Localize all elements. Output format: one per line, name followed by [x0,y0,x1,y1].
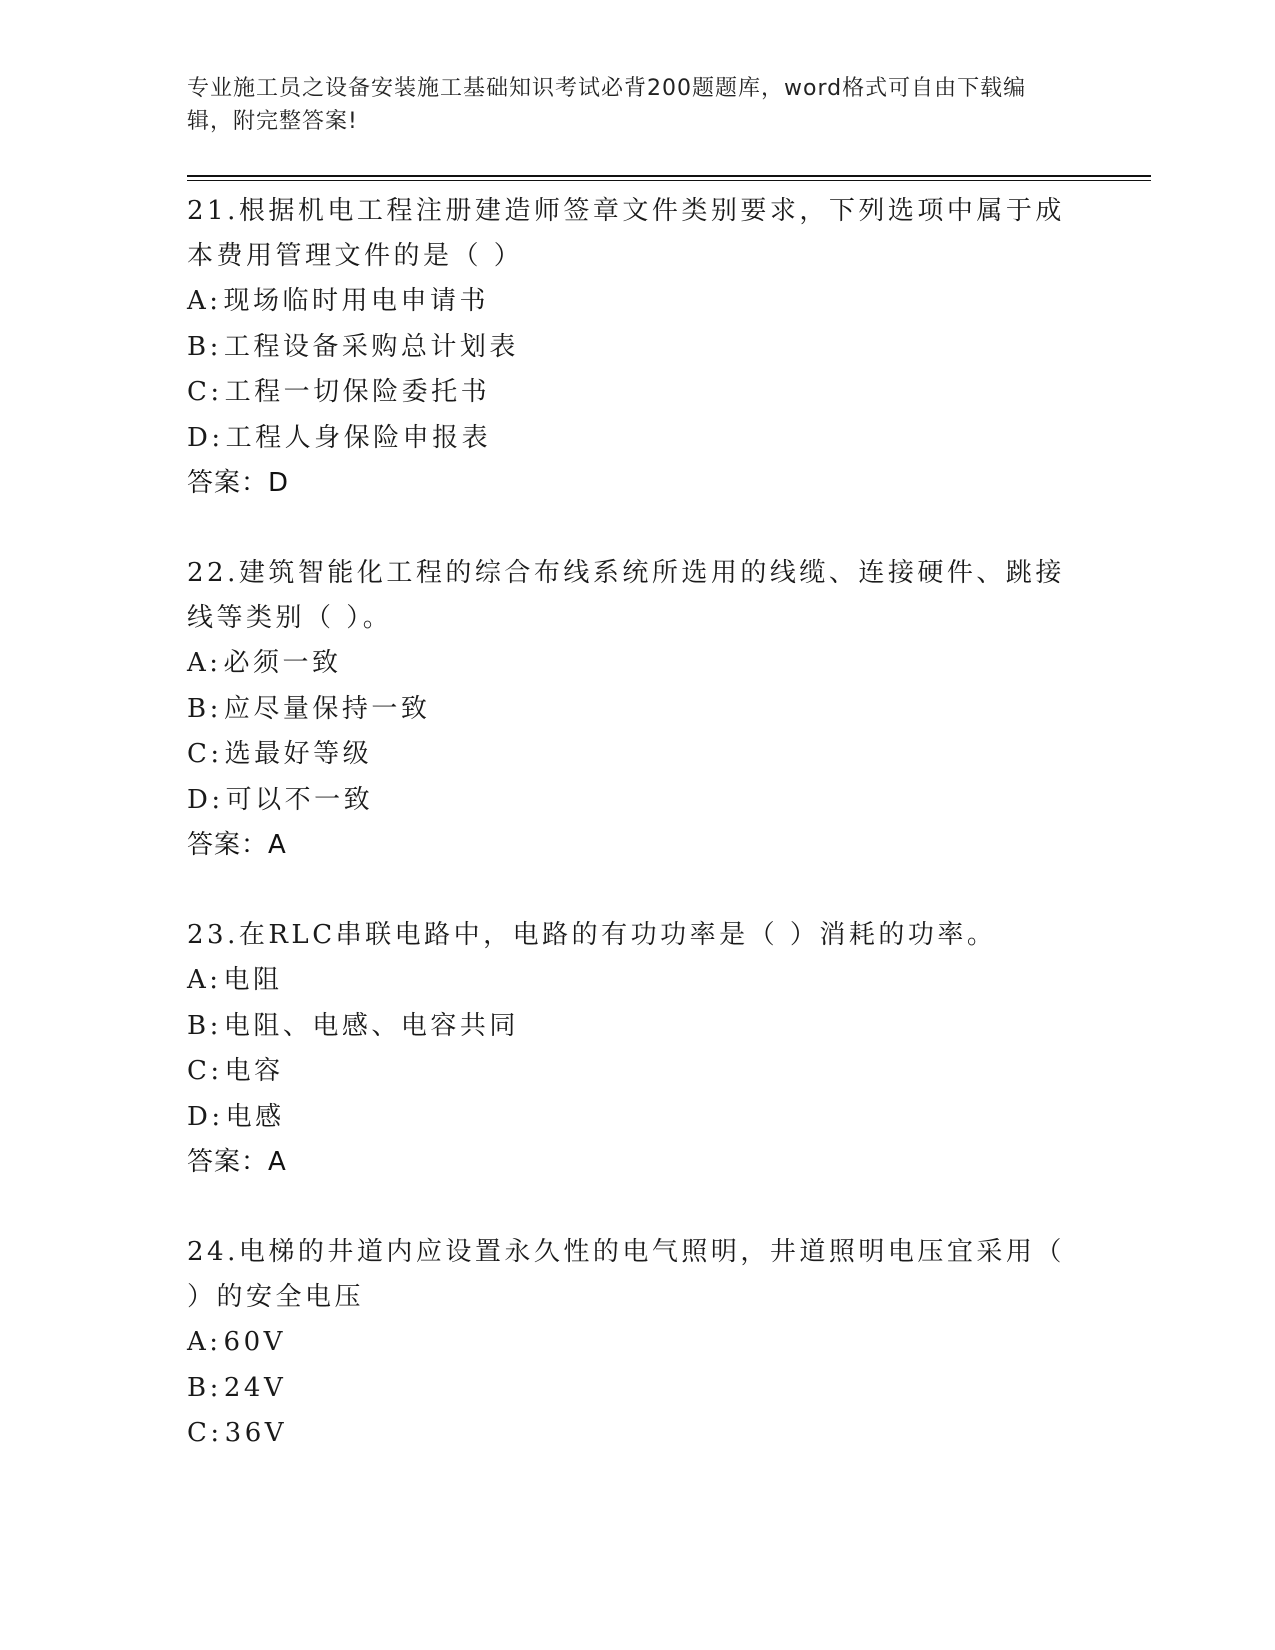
option-c [187,1049,1087,1095]
option-letter: A: [187,1327,222,1357]
answer-line: 答案：A [187,830,287,860]
option-letter: C: [187,739,223,769]
option-text: 36V [224,1418,288,1448]
option-a [187,958,1087,1004]
option-text: 工程人身保险申报表 [225,422,492,453]
question-23 [187,913,1087,1185]
option-text: 工程设备采购总计划表 [223,331,519,362]
option-b [187,325,1087,371]
answer-line: 答案：A [187,1147,287,1177]
option-text: 现场临时用电申请书 [223,286,490,316]
option-text: 工程一切保险委托书 [224,377,491,407]
option-letter: B: [187,331,222,362]
option-a [187,279,1087,325]
option-letter: A: [187,286,222,316]
option-text: 24V [223,1372,287,1403]
option-text: 应尽量保持一致 [223,693,431,724]
option-b [187,687,1087,733]
option-d [187,416,1087,462]
option-b [187,1004,1087,1050]
option-text: 电阻、电感、电容共同 [223,1010,519,1041]
option-text: 选最好等级 [224,739,373,769]
option-a [187,1320,1087,1366]
option-a [187,641,1087,687]
option-b [187,1366,1087,1412]
option-letter: A: [187,965,222,995]
option-text: 电容 [224,1056,284,1086]
option-text: 60V [223,1327,286,1357]
question-stem: 24.电梯的井道内应设置永久性的电气照明，井道照明电压宜采用（ ）的安全电压 [187,1237,1065,1312]
option-letter: D: [187,784,224,815]
question-list [187,189,1087,1502]
option-letter: D: [187,1101,224,1132]
option-letter: B: [187,1372,222,1403]
option-letter: B: [187,1010,222,1041]
document-header: 专业施工员之设备安装施工基础知识考试必背200题题库，word格式可自由下载编辑，附完整答案! [187,76,1027,134]
option-text: 必须一致 [223,648,342,678]
option-text: 可以不一致 [225,784,374,815]
option-c [187,1411,1087,1457]
option-c [187,732,1087,778]
question-24 [187,1230,1087,1457]
question-stem: 21.根据机电工程注册建造师签章文件类别要求，下列选项中属于成本费用管理文件的是（ ） [187,196,1065,271]
answer-line: 答案：D [187,468,290,498]
option-text: 电感 [225,1101,285,1132]
header-divider-thin [187,180,1151,181]
option-c [187,370,1087,416]
option-letter: D: [187,422,224,453]
option-letter: A: [187,648,222,678]
header-divider-thick [187,175,1151,177]
question-stem: 23.在RLC串联电路中，电路的有功功率是（ ）消耗的功率。 [187,920,997,950]
option-letter: C: [187,1056,223,1086]
option-letter: C: [187,377,223,407]
question-22 [187,551,1087,868]
question-21 [187,189,1087,506]
question-stem: 22.建筑智能化工程的综合布线系统所选用的线缆、连接硬件、跳接线等类别（ ）。 [187,558,1065,633]
option-letter: B: [187,693,222,724]
option-d [187,1095,1087,1141]
option-text: 电阻 [223,965,283,995]
option-d [187,778,1087,824]
option-letter: C: [187,1418,223,1448]
